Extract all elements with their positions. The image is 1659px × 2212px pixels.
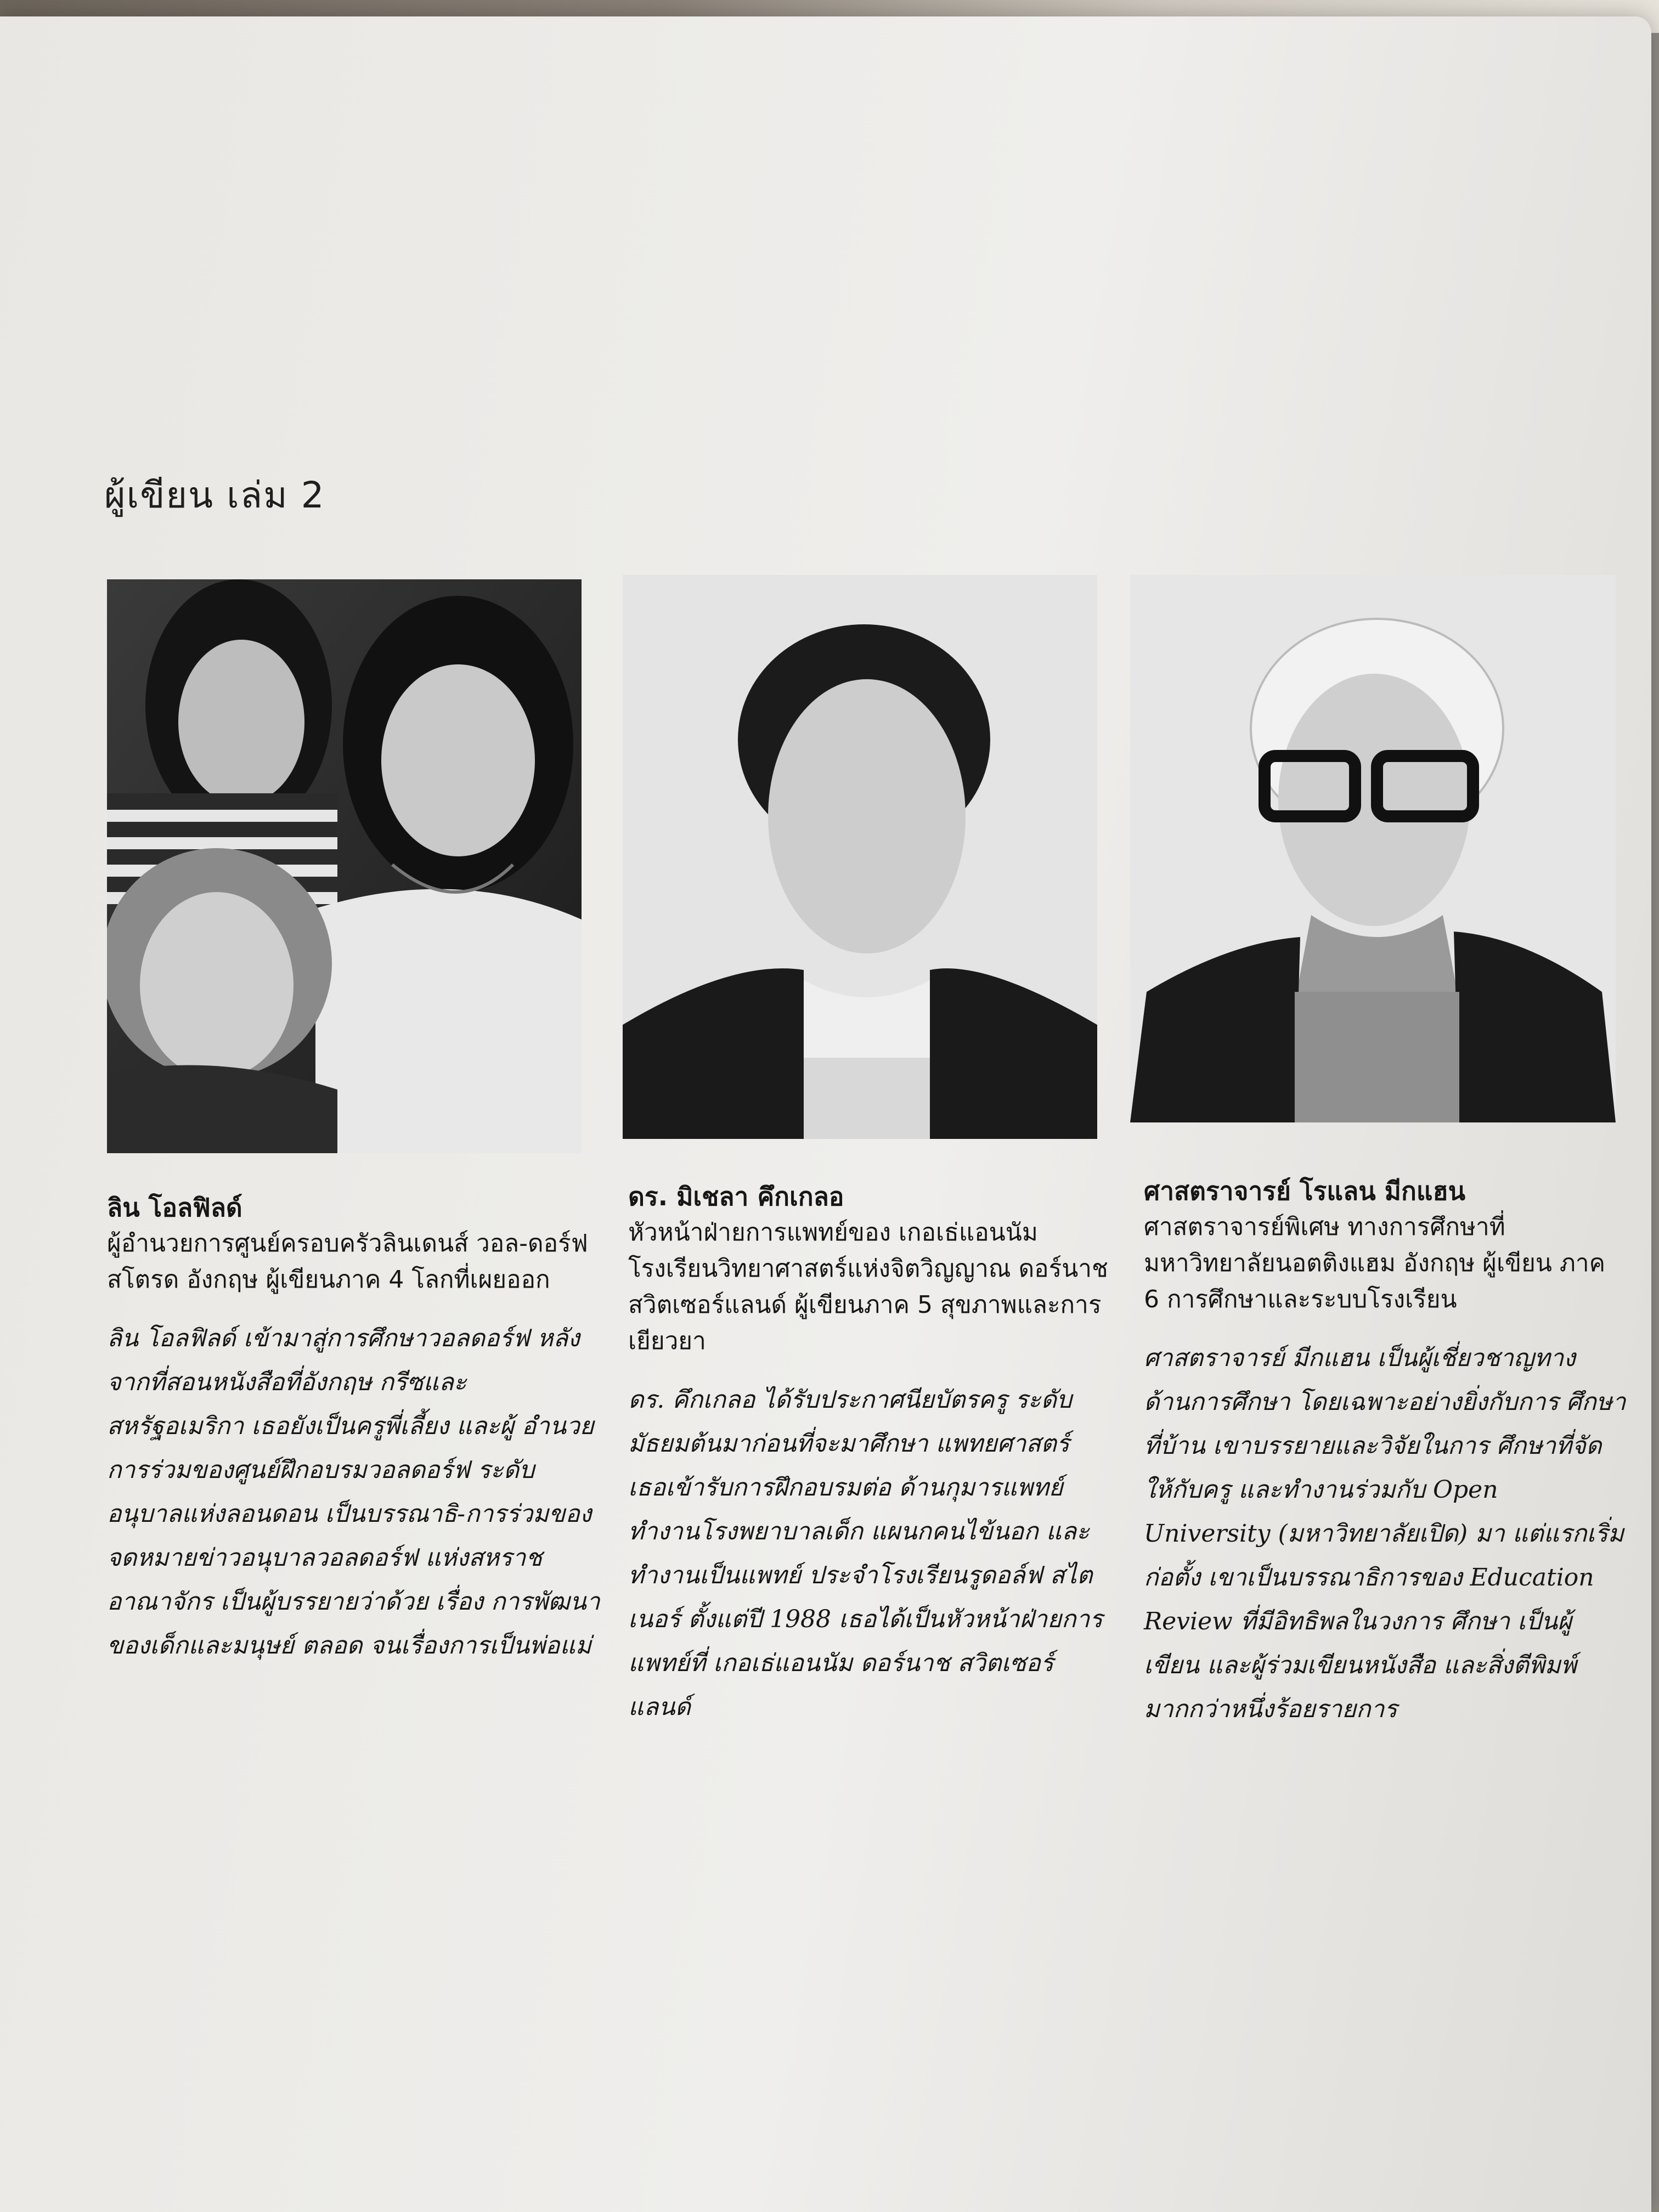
author-role: ศาสตราจารย์พิเศษ ทางการศึกษาที่ มหาวิทยาลัยนอตติงแฮม อังกฤษ ผู้เขียน ภาค 6 การศึกษาและระบบโรงเรียน	[1144, 1213, 1606, 1313]
man-portrait-image	[1130, 575, 1616, 1122]
author-bio: ลิน โอลฟิลด์ เข้ามาสู่การศึกษาวอลดอร์ฟ หลังจากที่สอนหนังสือที่อังกฤษ กรีซและ สหรัฐอเมริกา เธอยังเป็นครูพี่เลี้ยง และผู้ อำนวยการร่วมของศูนย์ฝึกอบรมวอลดอร์ฟ ระดับอนุบาลแห่งลอนดอน เป็นบรรณาธิ-การร่วมของจดหมายข่าวอนุบาลวอลดอร์ฟ แห่งสหราชอาณาจักร เป็นผู้บรรยายว่าด้วย เรื่อง การพัฒนาของเด็กและมนุษย์ ตลอด จนเรื่องการเป็นพ่อแม่	[107, 1324, 600, 1660]
group-portrait-image	[107, 579, 582, 1153]
author-role: ผู้อำนวยการศูนย์ครอบครัวลินเดนส์ วอล-ดอร์ฟ สโตรด อังกฤษ ผู้เขียนภาค 4 โลกที่เผยออก	[107, 1229, 588, 1294]
author-photo-oldfield	[107, 579, 582, 1153]
author-bio: ศาสตราจารย์ มีกแฮน เป็นผู้เชี่ยวชาญทาง ด้านการศึกษา โดยเฉพาะอย่างยิ่งกับการ ศึกษาที่บ้าน เขาบรรยายและวิจัยในการ ศึกษาที่จัดให้กับครู และทำงานร่วมกับ Open University (มหาวิทยาลัยเปิด) มา แต่แรกเริ่มก่อตั้ง เขาเป็นบรรณาธิการของ Education Review ที่มีอิทธิพลในวงการ ศึกษา เป็นผู้เขียน และผู้ร่วมเขียนหนังสือ และสิ่งตีพิมพ์มากกว่าหนึ่งร้อยรายการ	[1144, 1344, 1626, 1723]
author-photo-glockler	[623, 575, 1097, 1139]
author-name: ลิน โอลฟิลด์	[107, 1193, 242, 1222]
author-name: ศาสตราจารย์ โรแลน มีกแฮน	[1144, 1176, 1466, 1206]
author-column-glockler	[628, 1178, 1111, 1729]
page-title: ผู้เขียน เล่ม 2	[104, 474, 325, 516]
author-bio: ดร. คึกเกลอ ได้รับประกาศนียบัตรครู ระดับมัธยมต้นมาก่อนที่จะมาศึกษา แพทยศาสตร์ เธอเข้ารับการฝึกอบรมต่อ ด้านกุมารแพทย์ ทำงานโรงพยาบาลเด็ก แผนกคนไข้นอก และทำงานเป็นแพทย์ ประจำโรงเรียนรูดอล์ฟ สไตเนอร์ ตั้งแต่ปี 1988 เธอได้เป็นหัวหน้าฝ่ายการแพทย์ที่ เกอเธ่แอนนัม ดอร์นาช สวิตเซอร์แลนด์	[628, 1386, 1103, 1721]
book-page	[0, 16, 1651, 2212]
author-name: ดร. มิเชลา คึกเกลอ	[628, 1182, 844, 1211]
author-role: หัวหน้าฝ่ายการแพทย์ของ เกอเธ่แอนนัม โรงเรียนวิทยาศาสตร์แห่งจิตวิญญาณ ดอร์นาช สวิตเซอร์แลนด์ ผู้เขียนภาค 5 สุขภาพและการเยียวยา	[628, 1218, 1108, 1355]
woman-portrait-image	[623, 575, 1097, 1139]
author-column-oldfield	[107, 1189, 601, 1668]
author-photo-meighan	[1130, 575, 1616, 1122]
author-column-meighan	[1144, 1173, 1627, 1731]
